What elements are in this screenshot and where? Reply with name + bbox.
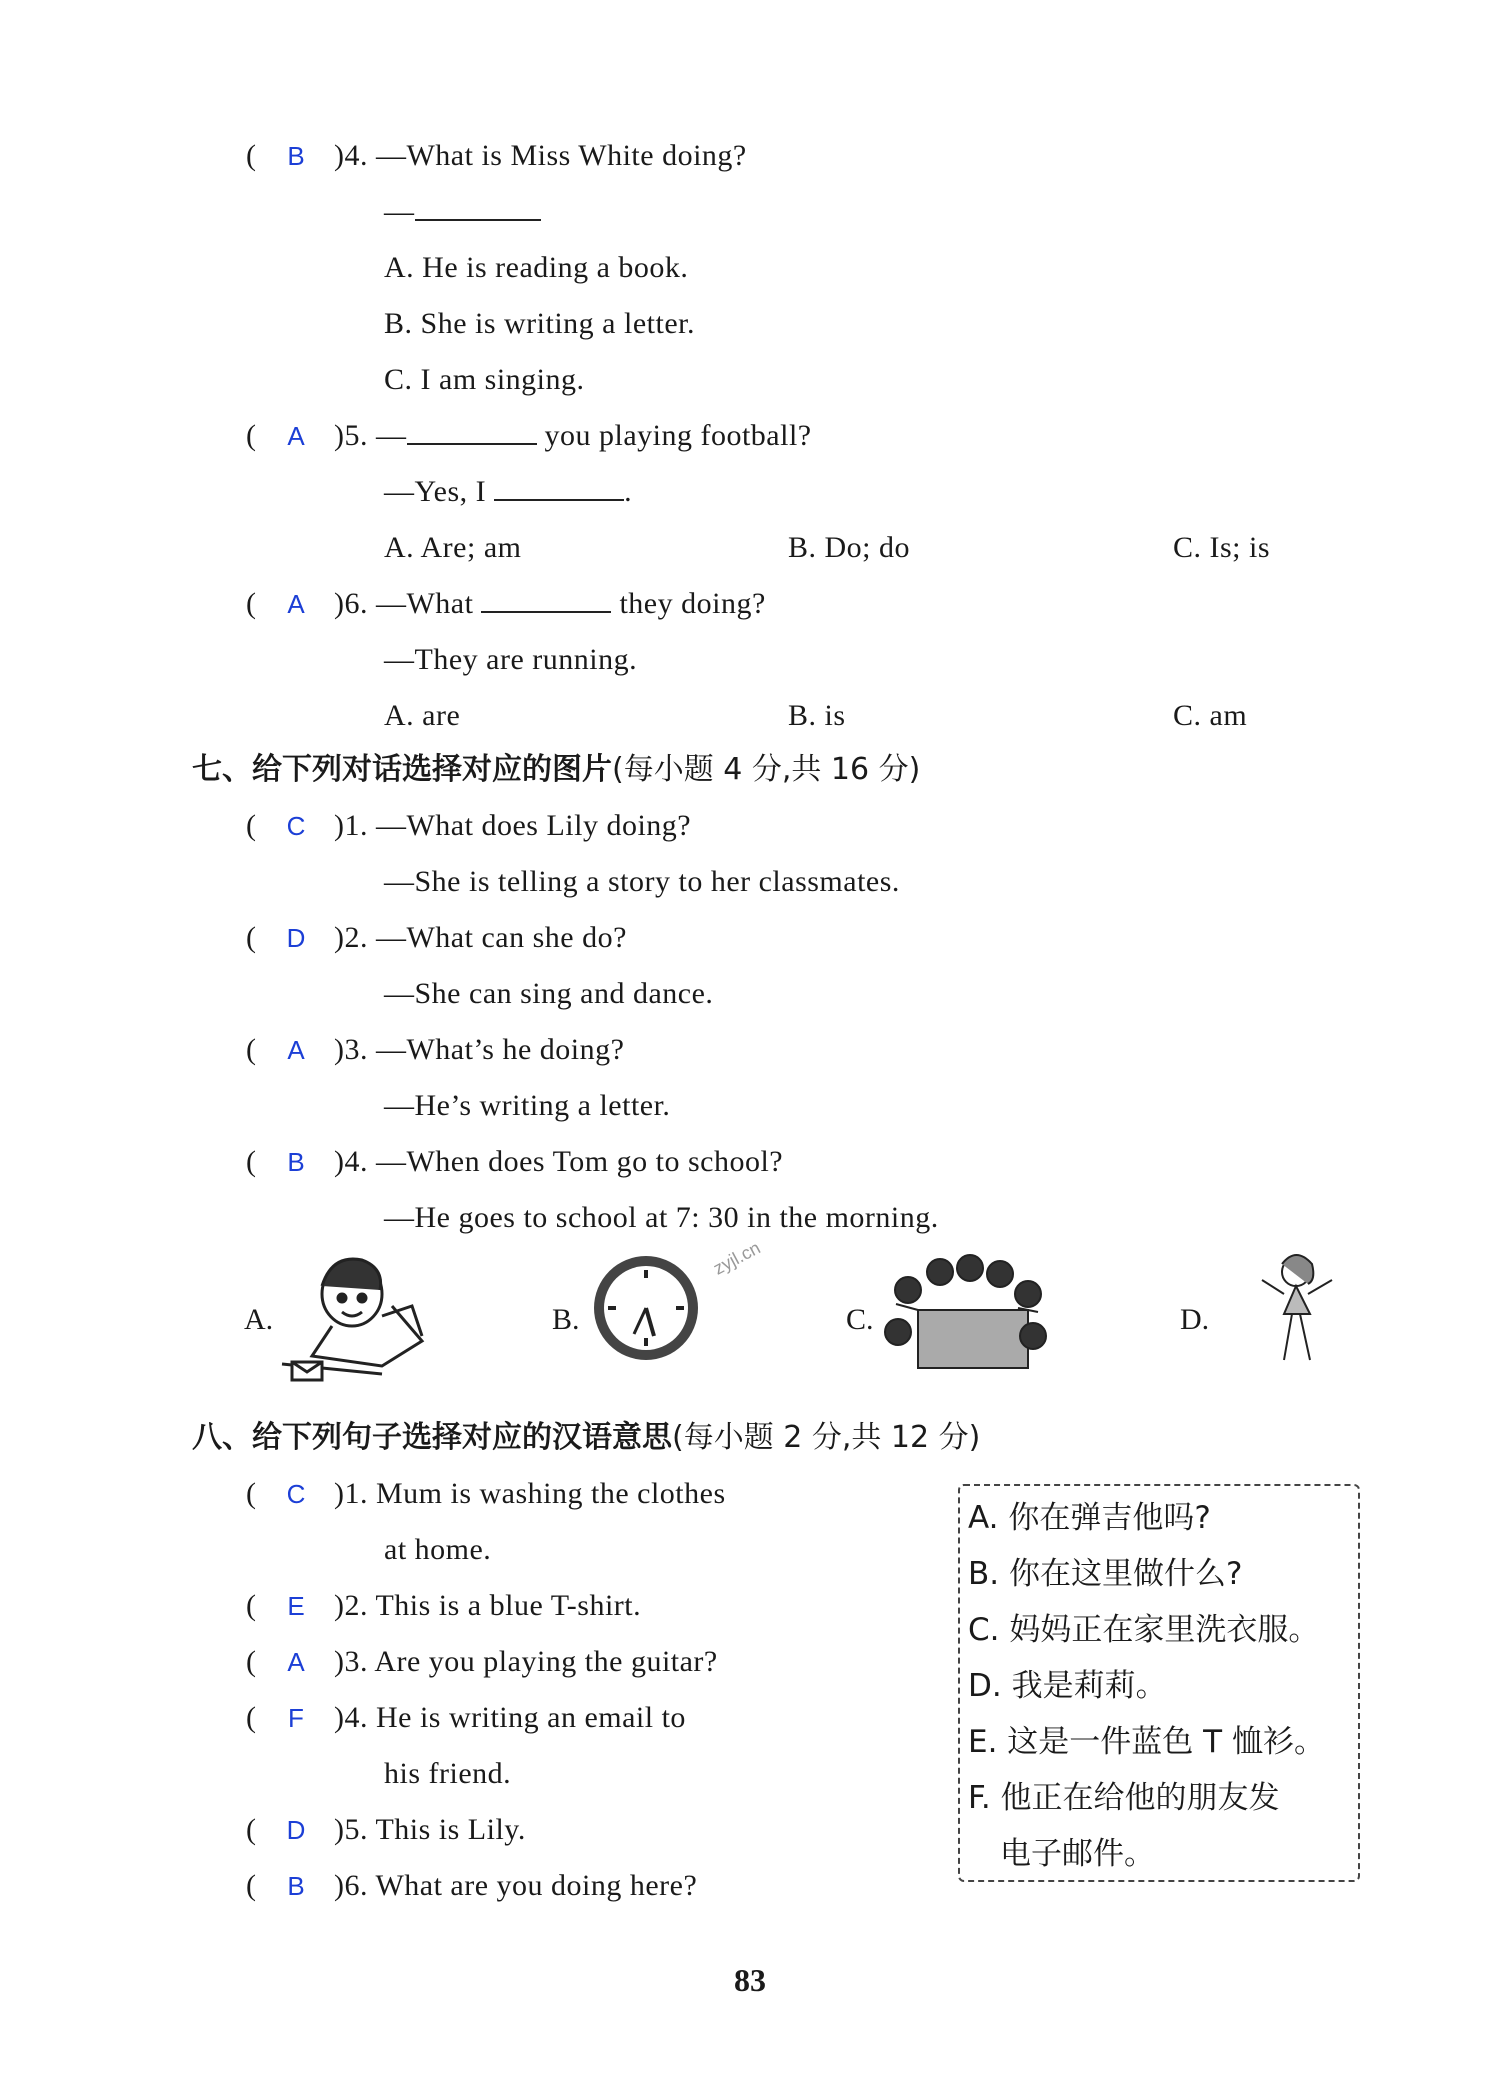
answer-8-2[interactable]: E: [287, 1591, 305, 1621]
picture-label-a: A.: [244, 1303, 274, 1336]
picture-label-c: C.: [846, 1303, 874, 1336]
answer-blank[interactable]: [481, 585, 611, 613]
paren-open: (: [246, 809, 256, 842]
girl-dancing-picture: [1254, 1250, 1340, 1370]
question-8-5: )5. This is Lily.: [334, 1813, 526, 1846]
reply-q5: —Yes, I .: [384, 475, 633, 508]
answer-blank[interactable]: [407, 417, 537, 445]
reply-7-4: —He goes to school at 7: 30 in the morning.: [384, 1201, 939, 1234]
paren-open: (: [246, 1033, 256, 1066]
choice-a: A. 你在弹吉他吗?: [968, 1500, 1211, 1536]
option-a: A. He is reading a book.: [384, 251, 689, 284]
paren-open: (: [246, 1145, 256, 1178]
classroom-story-picture: [878, 1250, 1048, 1374]
option-c: C. am: [1173, 699, 1248, 732]
question-8-4: )4. He is writing an email to: [334, 1701, 686, 1734]
reply-q4: —: [384, 192, 541, 232]
option-a: A. Are; am: [384, 531, 522, 564]
answer-7-2[interactable]: D: [286, 923, 306, 953]
paren-open: (: [246, 587, 256, 620]
paren-open: (: [246, 1477, 256, 1510]
watermark: zyjl.cn: [709, 1237, 764, 1279]
choice-f-cont: 电子邮件。: [1000, 1836, 1155, 1872]
paren-open: (: [246, 1589, 256, 1622]
paren-open: (: [246, 1813, 256, 1846]
answer-8-4[interactable]: F: [288, 1703, 304, 1733]
option-a: A. are: [384, 699, 461, 732]
question-7-1: )1. —What does Lily doing?: [334, 809, 692, 842]
answer-8-5[interactable]: D: [286, 1815, 306, 1845]
question-8-4-cont: his friend.: [384, 1757, 512, 1790]
reply-7-1: —She is telling a story to her classmates.: [384, 865, 900, 898]
answer-7-1[interactable]: C: [286, 811, 306, 841]
answer-q6[interactable]: A: [287, 589, 305, 619]
answer-8-6[interactable]: B: [287, 1871, 305, 1901]
answer-7-4[interactable]: B: [287, 1147, 305, 1177]
question-8-3: )3. Are you playing the guitar?: [334, 1645, 718, 1678]
paren-open: (: [246, 921, 256, 954]
question-8-1: )1. Mum is washing the clothes: [334, 1477, 726, 1510]
choice-d: D. 我是莉莉。: [968, 1668, 1167, 1704]
option-c: C. I am singing.: [384, 363, 585, 396]
reply-7-2: —She can sing and dance.: [384, 977, 714, 1010]
question-q4: )4. —What is Miss White doing?: [334, 139, 747, 172]
choice-e: E. 这是一件蓝色 T 恤衫。: [968, 1724, 1325, 1760]
reply-7-3: —He’s writing a letter.: [384, 1089, 671, 1122]
answer-q4[interactable]: B: [287, 141, 305, 171]
answer-blank[interactable]: [415, 193, 541, 221]
answer-7-3[interactable]: A: [287, 1035, 305, 1065]
question-8-6: )6. What are you doing here?: [334, 1869, 698, 1902]
paren-open: (: [246, 139, 256, 172]
option-b: B. Do; do: [788, 531, 911, 564]
paren-open: (: [246, 1701, 256, 1734]
question-7-3: )3. —What’s he doing?: [334, 1033, 625, 1066]
question-q5: )5. — you playing football?: [334, 419, 812, 452]
paren-open: (: [246, 1869, 256, 1902]
paren-open: (: [246, 419, 256, 452]
picture-label-d: D.: [1180, 1303, 1210, 1336]
paren-open: (: [246, 1645, 256, 1678]
option-b: B. She is writing a letter.: [384, 307, 695, 340]
question-8-1-cont: at home.: [384, 1533, 492, 1566]
section-7-heading: 七、给下列对话选择对应的图片(每小题 4 分,共 16 分): [192, 752, 921, 787]
reply-q6: —They are running.: [384, 643, 638, 676]
question-7-4: )4. —When does Tom go to school?: [334, 1145, 784, 1178]
answer-8-1[interactable]: C: [286, 1479, 306, 1509]
clock-picture: [590, 1252, 702, 1364]
answer-blank[interactable]: [494, 473, 624, 501]
question-8-2: )2. This is a blue T-shirt.: [334, 1589, 642, 1622]
page-number: 83: [734, 1962, 766, 1998]
picture-label-b: B.: [552, 1303, 580, 1336]
section-8-heading: 八、给下列句子选择对应的汉语意思(每小题 2 分,共 12 分): [192, 1420, 981, 1455]
option-b: B. is: [788, 699, 846, 732]
choice-c: C. 妈妈正在家里洗衣服。: [968, 1612, 1320, 1648]
choice-b: B. 你在这里做什么?: [968, 1556, 1243, 1592]
answer-8-3[interactable]: A: [287, 1647, 305, 1677]
option-c: C. Is; is: [1173, 531, 1271, 564]
question-q6: )6. —What they doing?: [334, 587, 766, 620]
choice-f: F. 他正在给他的朋友发: [968, 1780, 1280, 1816]
question-7-2: )2. —What can she do?: [334, 921, 627, 954]
boy-writing-letter-picture: [272, 1246, 432, 1386]
answer-q5[interactable]: A: [287, 421, 305, 451]
